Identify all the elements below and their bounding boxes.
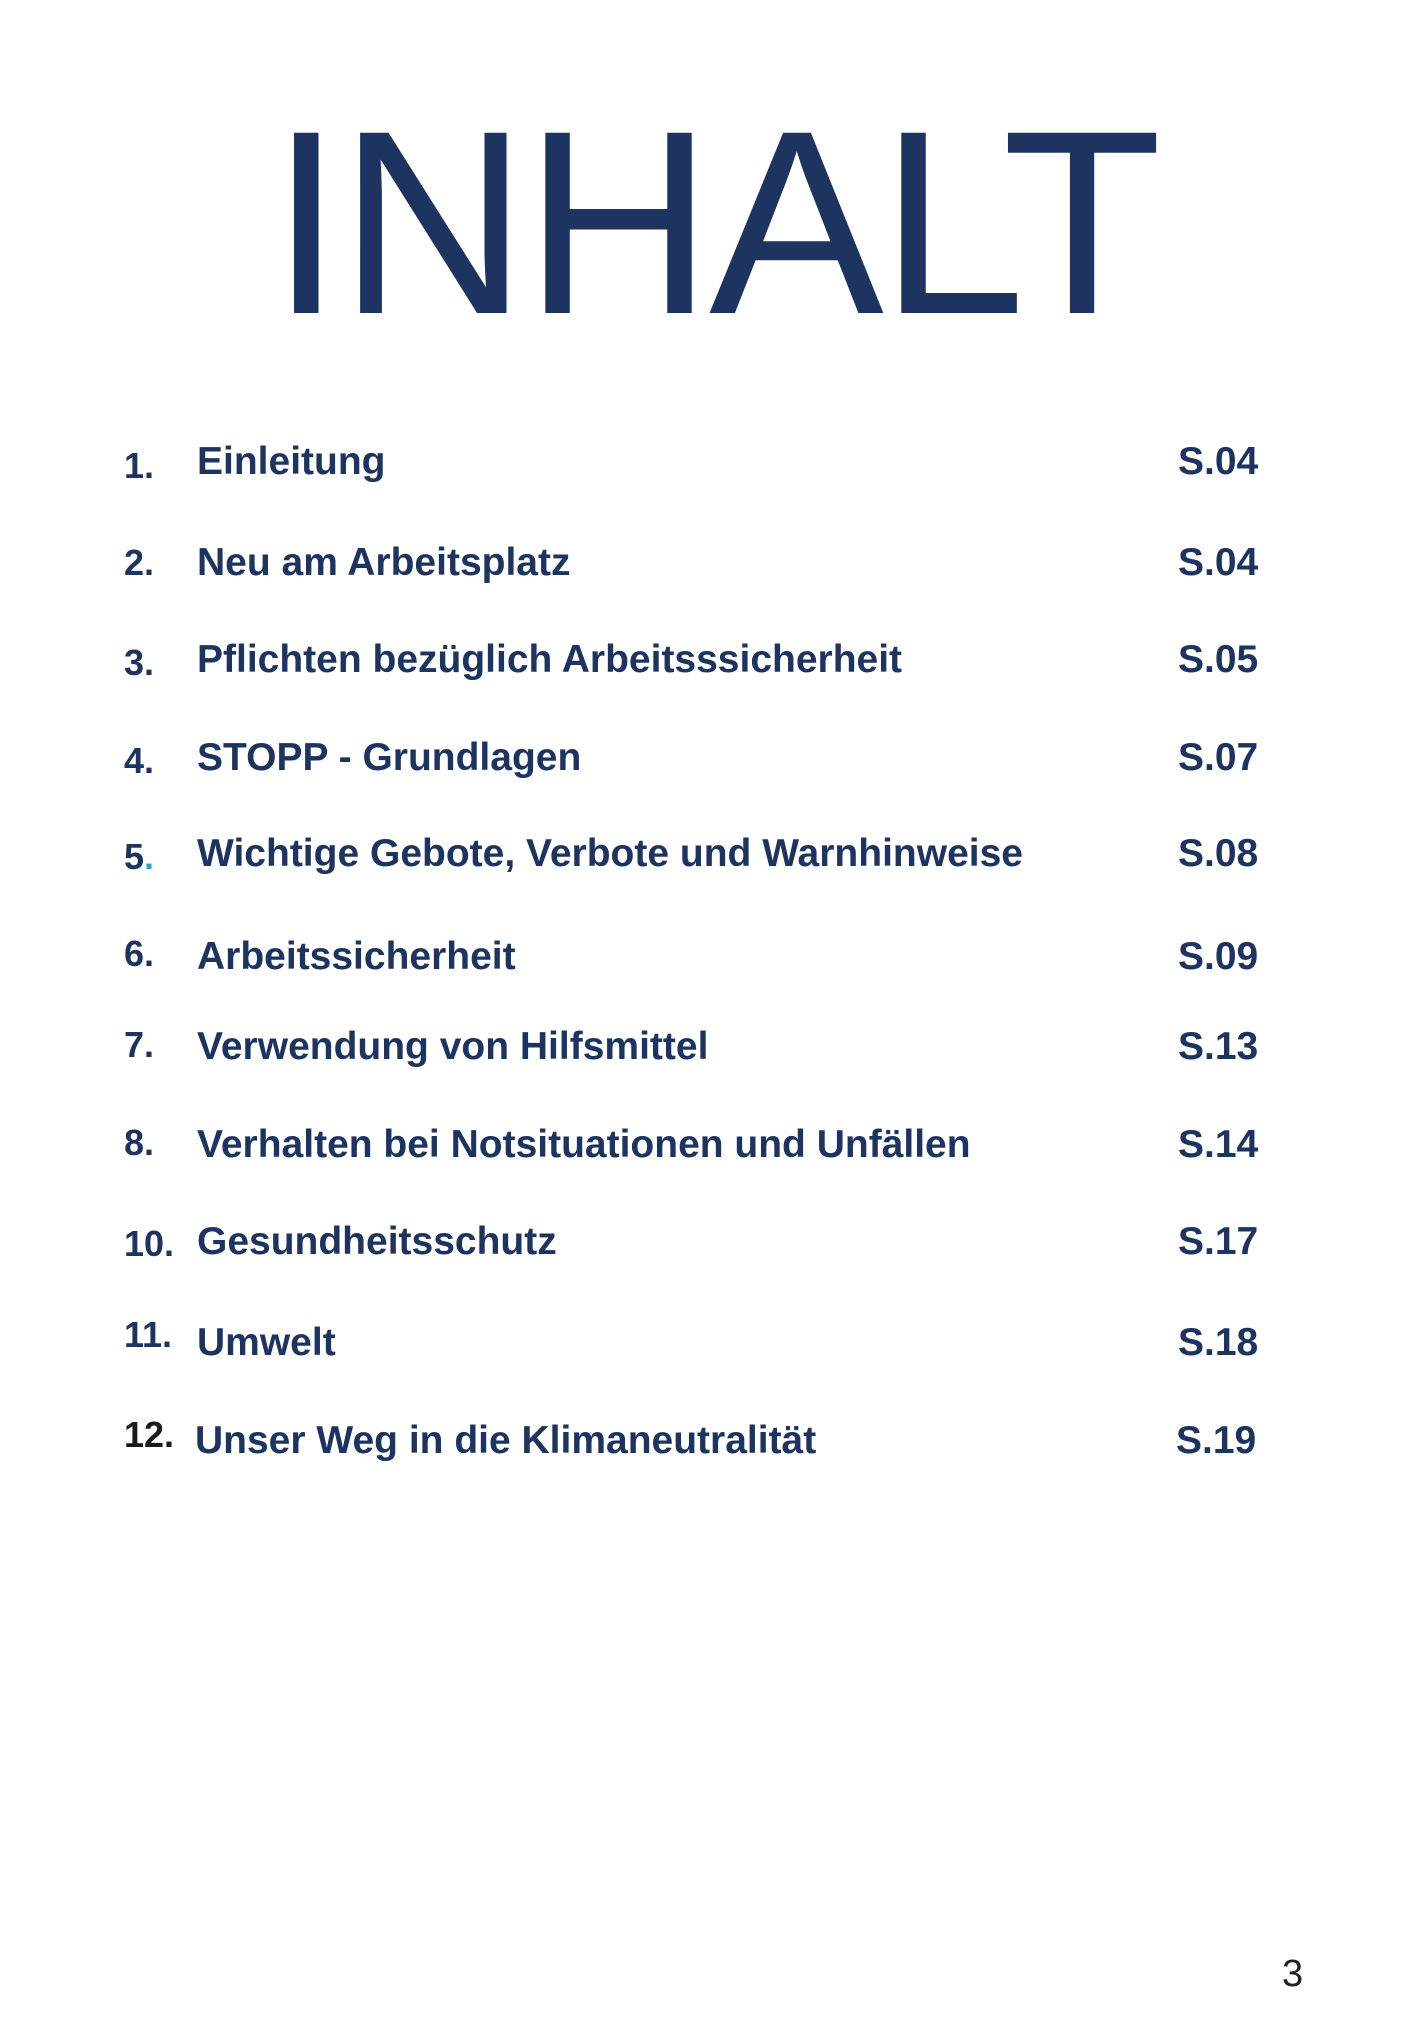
toc-entry[interactable] bbox=[0, 1217, 1428, 1267]
toc-entry-page: S.09 bbox=[1178, 935, 1259, 978]
toc-entry-page: S.19 bbox=[1176, 1419, 1257, 1462]
toc-entry-page: S.14 bbox=[1178, 1123, 1259, 1166]
toc-entry-label: Wichtige Gebote, Verbote und Warnhinweise bbox=[197, 832, 1023, 875]
toc-entry-page: S.04 bbox=[1178, 541, 1259, 584]
toc-entry-number: 10. bbox=[124, 1223, 175, 1264]
toc-entry[interactable] bbox=[0, 1022, 1428, 1072]
page-title: INHALT bbox=[269, 76, 1159, 369]
toc-entry[interactable] bbox=[0, 1120, 1428, 1170]
toc-entry-number: 4. bbox=[124, 740, 155, 781]
toc-entry-label: Pflichten bezüglich Arbeitsssicherheit bbox=[197, 638, 903, 681]
toc-entry-label: STOPP - Grundlagen bbox=[197, 736, 582, 779]
toc-entry[interactable] bbox=[0, 1314, 1428, 1368]
toc-entry-number: 8. bbox=[124, 1122, 155, 1163]
toc-entry-page: S.08 bbox=[1178, 832, 1259, 875]
toc-entry-label: Umwelt bbox=[197, 1321, 336, 1364]
toc-entry-page: S.04 bbox=[1178, 440, 1259, 483]
toc-entry-number: 1. bbox=[124, 445, 155, 486]
toc-entry-number: 7. bbox=[124, 1024, 155, 1065]
toc-entry[interactable] bbox=[0, 1416, 1428, 1466]
toc-entry-number: 11. bbox=[124, 1314, 173, 1355]
toc-entry-label: Neu am Arbeitsplatz bbox=[197, 541, 571, 584]
toc-entry-number-dot: . bbox=[144, 836, 155, 877]
toc-entry-number: 2. bbox=[124, 542, 155, 583]
toc-entry[interactable] bbox=[0, 635, 1428, 685]
toc-entry-number-digit: 5 bbox=[124, 836, 145, 877]
toc-entry[interactable] bbox=[0, 733, 1428, 783]
toc-entry-label: Arbeitssicherheit bbox=[197, 935, 516, 978]
toc-entry[interactable] bbox=[0, 932, 1428, 982]
toc-entry-number bbox=[124, 832, 154, 882]
toc-entry-number: 3. bbox=[124, 642, 155, 683]
toc-entry-page: S.05 bbox=[1178, 638, 1259, 681]
toc-entry-page: S.07 bbox=[1178, 736, 1259, 779]
page-number: 3 bbox=[1282, 1953, 1304, 1995]
toc-entry-label: Verhalten bei Notsituationen und Unfällen bbox=[197, 1123, 971, 1166]
toc-entry[interactable] bbox=[0, 538, 1428, 588]
toc-entry[interactable] bbox=[0, 437, 1428, 487]
toc-entry-label: Verwendung von Hilfsmittel bbox=[197, 1025, 709, 1068]
toc-entry-label: Unser Weg in die Klimaneutralität bbox=[195, 1419, 817, 1462]
toc-entry-page: S.13 bbox=[1178, 1025, 1259, 1068]
toc-entry-page: S.17 bbox=[1178, 1220, 1259, 1263]
toc-entry-number: 12. bbox=[124, 1414, 175, 1455]
toc-entry-page: S.18 bbox=[1178, 1321, 1259, 1364]
toc-entry-label: Gesundheitsschutz bbox=[197, 1220, 557, 1263]
toc-entry[interactable] bbox=[0, 829, 1428, 879]
toc-entry-label: Einleitung bbox=[197, 440, 386, 483]
toc-entry-number: 6. bbox=[124, 933, 155, 974]
